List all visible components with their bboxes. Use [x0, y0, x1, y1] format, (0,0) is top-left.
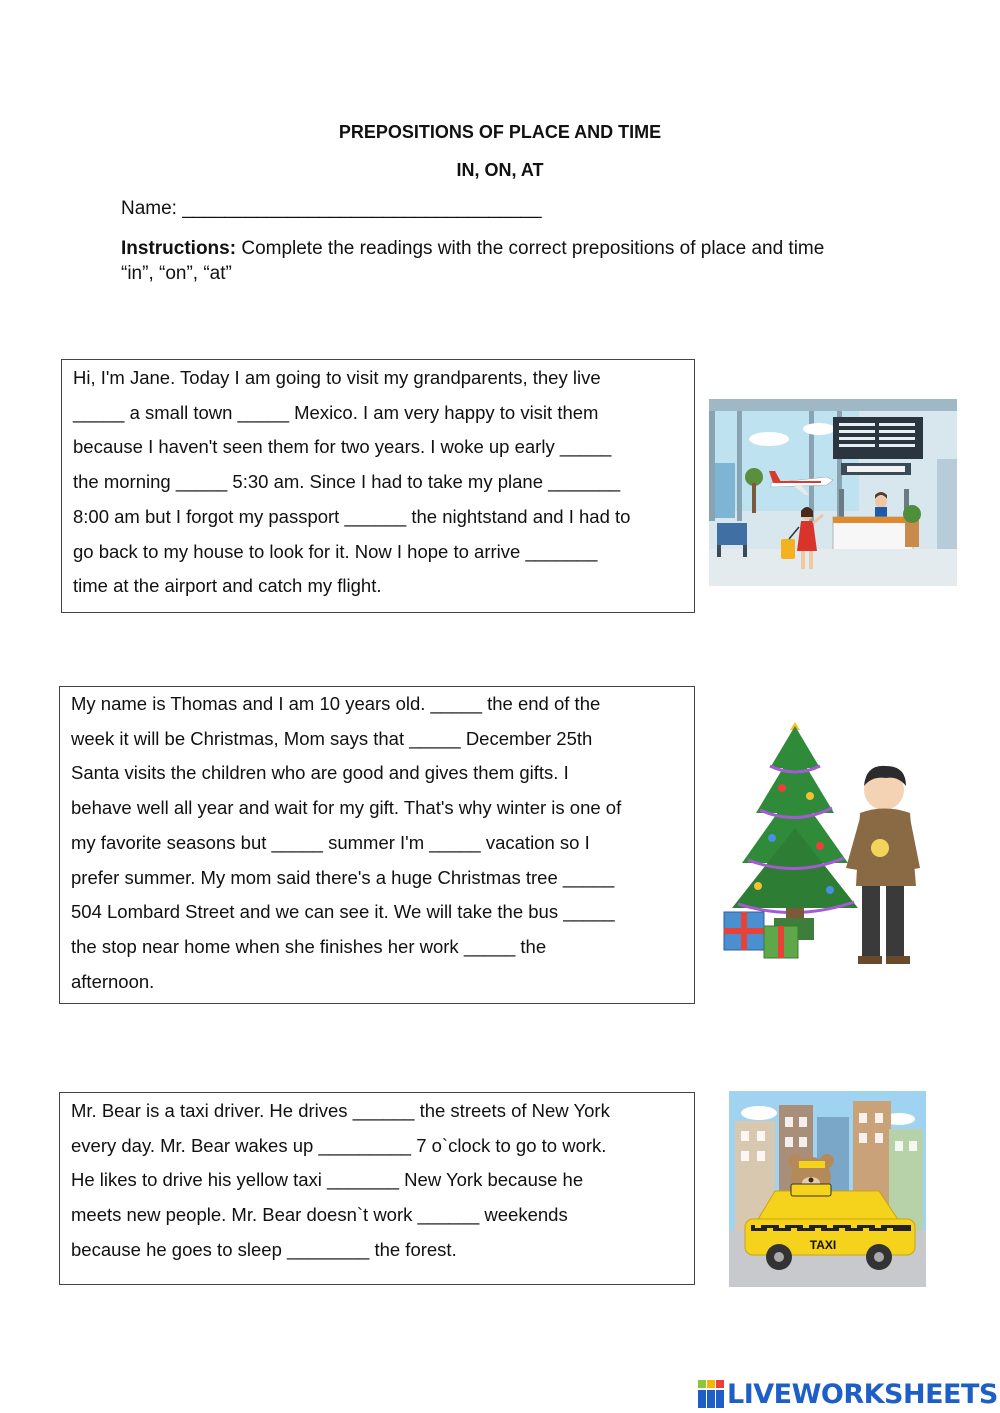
- reading-line: behave well all year and wait for my gift. That's why winter is one of: [71, 797, 622, 819]
- logo-text: LIVEWORKSHEETS: [727, 1378, 998, 1410]
- reading-line: every day. Mr. Bear wakes up _________ 7 o`clock to go to work.: [71, 1134, 607, 1156]
- reading-line: Hi, I'm Jane. Today I am going to visit my grandparents, they live: [73, 367, 601, 388]
- reading-line: Mr. Bear is a taxi driver. He drives ______ the streets of New York: [71, 1100, 610, 1121]
- reading-line: Santa visits the children who are good and gives them gifts. I: [71, 762, 569, 784]
- name-field-line: Name: __________________________________: [121, 198, 542, 219]
- reading-line: go back to my house to look for it. Now I hope to arrive _______: [73, 540, 598, 562]
- reading-line: week it will be Christmas, Mom says that _____ December 25th: [71, 727, 593, 749]
- reading-line: _____ a small town _____ Mexico. I am very happy to visit them: [73, 401, 599, 423]
- reading-line: my favorite seasons but _____ summer I'm _____ vacation so I: [71, 831, 590, 853]
- reading-line: 8:00 am but I forgot my passport ______ the nightstand and I had to: [73, 505, 631, 527]
- page-subtitle: IN, ON, AT: [456, 160, 544, 180]
- taxi-sign-text: TAXI: [809, 1238, 837, 1252]
- instructions: [121, 236, 881, 286]
- taxi-illustration: [729, 1091, 926, 1287]
- reading-line: because he goes to sleep ________ the forest.: [71, 1238, 457, 1260]
- reading-line: the morning _____ 5:30 am. Since I had to take my plane _______: [73, 471, 621, 493]
- airport-illustration: [709, 399, 957, 586]
- boy-icon: [846, 766, 920, 964]
- reading-line: meets new people. Mr. Bear doesn`t work ______ weekends: [71, 1204, 568, 1226]
- christmas-illustration: [720, 718, 930, 968]
- reading-box-jane: [61, 359, 695, 613]
- reading-box-thomas: [59, 686, 695, 1004]
- reading-line: He likes to drive his yellow taxi _______ New York because he: [71, 1169, 584, 1191]
- reading-line: the stop near home when she finishes her work _____ the: [71, 935, 547, 957]
- reading-line: prefer summer. My mom said there's a huge Christmas tree _____: [71, 866, 615, 888]
- instructions-options: “in”, “on”, “at”: [121, 263, 232, 284]
- reading-line: time at the airport and catch my flight.: [73, 575, 382, 597]
- instructions-label: Instructions:: [121, 238, 237, 259]
- instructions-text: Complete the readings with the correct prepositions of place and time: [236, 238, 825, 259]
- logo-mark-icon: [698, 1380, 724, 1408]
- page-title: PREPOSITIONS OF PLACE AND TIME: [338, 122, 662, 142]
- reading-line: 504 Lombard Street and we can see it. We will take the bus _____: [71, 901, 615, 923]
- reading-box-mr-bear: [59, 1092, 695, 1285]
- reading-line: because I haven't seen them for two years. I woke up early _____: [73, 436, 612, 458]
- liveworksheets-logo: [698, 1376, 998, 1412]
- reading-line: afternoon.: [71, 970, 155, 992]
- reading-line: My name is Thomas and I am 10 years old. _____ the end of the: [71, 693, 601, 714]
- christmas-tree-icon: [732, 722, 858, 940]
